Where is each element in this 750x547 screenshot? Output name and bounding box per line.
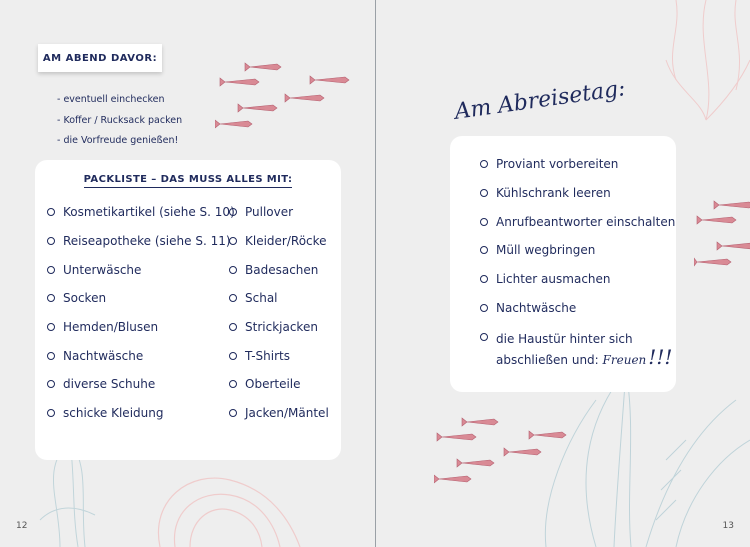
packing-list-card (35, 160, 341, 460)
departure-day-heading: Am Abreisetag: (453, 76, 627, 125)
circle-checkbox-icon[interactable] (480, 246, 488, 254)
checklist-item[interactable]: Nachtwäsche (47, 341, 235, 370)
checklist-item[interactable]: Lichter ausmachen (480, 265, 675, 294)
circle-checkbox-icon[interactable] (480, 333, 488, 341)
checklist-item[interactable]: Unterwäsche (47, 255, 235, 284)
circle-checkbox-icon[interactable] (480, 160, 488, 168)
checklist-item[interactable]: Kosmetikartikel (siehe S. 10) (47, 198, 235, 227)
checklist-item[interactable]: Badesachen (229, 255, 329, 284)
fish-school-right-top (694, 196, 750, 276)
circle-checkbox-icon[interactable] (480, 275, 488, 283)
circle-checkbox-icon[interactable] (229, 237, 237, 245)
checklist-item[interactable] (480, 322, 675, 370)
checklist-item[interactable]: T-Shirts (229, 341, 329, 370)
checklist-item[interactable]: Jacken/Mäntel (229, 399, 329, 428)
circle-checkbox-icon[interactable] (480, 218, 488, 226)
checklist-item[interactable]: Proviant vorbereiten (480, 150, 675, 179)
packing-list-title: PACKLISTE – DAS MUSS ALLES MIT: (35, 174, 341, 185)
circle-checkbox-icon[interactable] (480, 189, 488, 197)
right-page (376, 0, 750, 547)
departure-checklist (480, 150, 676, 370)
circle-checkbox-icon[interactable] (229, 266, 237, 274)
list-item: - die Vorfreude genießen! (57, 135, 179, 146)
checklist-item[interactable]: diverse Schuhe (47, 370, 235, 399)
checklist-item[interactable]: Schal (229, 284, 329, 313)
circle-checkbox-icon[interactable] (47, 409, 55, 417)
fish-school-right-bottom (434, 413, 574, 493)
fish-school-left (215, 58, 355, 138)
departure-checklist-card (450, 136, 676, 392)
checklist-item[interactable]: Hemden/Blusen (47, 313, 235, 342)
circle-checkbox-icon[interactable] (229, 380, 237, 388)
list-item: - Koffer / Rucksack packen (57, 114, 183, 126)
circle-checkbox-icon[interactable] (47, 323, 55, 331)
page-number-left: 12 (16, 521, 28, 531)
circle-checkbox-icon[interactable] (229, 208, 237, 216)
checklist-item[interactable]: Pullover (229, 198, 329, 227)
packing-list-column-2 (229, 198, 329, 428)
circle-checkbox-icon[interactable] (47, 294, 55, 302)
circle-checkbox-icon[interactable] (229, 352, 237, 360)
checklist-item[interactable]: Kühlschrank leeren (480, 179, 675, 208)
page-number-right: 13 (722, 521, 734, 531)
circle-checkbox-icon[interactable] (47, 352, 55, 360)
circle-checkbox-icon[interactable] (229, 323, 237, 331)
checklist-item[interactable]: Strickjacken (229, 313, 329, 342)
checklist-item-text: die Haustür hinter sich abschließen und: Freuen !!! (496, 332, 673, 370)
exclamation-marks: !!! (648, 345, 673, 370)
checklist-item[interactable]: schicke Kleidung (47, 399, 235, 428)
checklist-item[interactable]: Reiseapotheke (siehe S. 11) (47, 227, 235, 256)
checklist-item[interactable]: Kleider/Röcke (229, 227, 329, 256)
circle-checkbox-icon[interactable] (47, 208, 55, 216)
checklist-item[interactable]: Nachtwäsche (480, 293, 675, 322)
evening-list (57, 90, 182, 152)
checklist-item[interactable]: Müll wegbringen (480, 236, 675, 265)
list-item: - eventuell einchecken (57, 94, 165, 105)
checklist-item[interactable]: Oberteile (229, 370, 329, 399)
packing-list-column-1 (47, 198, 235, 428)
circle-checkbox-icon[interactable] (480, 304, 488, 312)
circle-checkbox-icon[interactable] (47, 237, 55, 245)
circle-checkbox-icon[interactable] (229, 294, 237, 302)
circle-checkbox-icon[interactable] (47, 266, 55, 274)
checklist-item[interactable]: Socken (47, 284, 235, 313)
checklist-item[interactable]: Anrufbeantworter einschalten (480, 207, 675, 236)
circle-checkbox-icon[interactable] (229, 409, 237, 417)
evening-before-tag: AM ABEND DAVOR: (38, 44, 162, 72)
freuen-script: Freuen (602, 353, 647, 368)
circle-checkbox-icon[interactable] (47, 380, 55, 388)
